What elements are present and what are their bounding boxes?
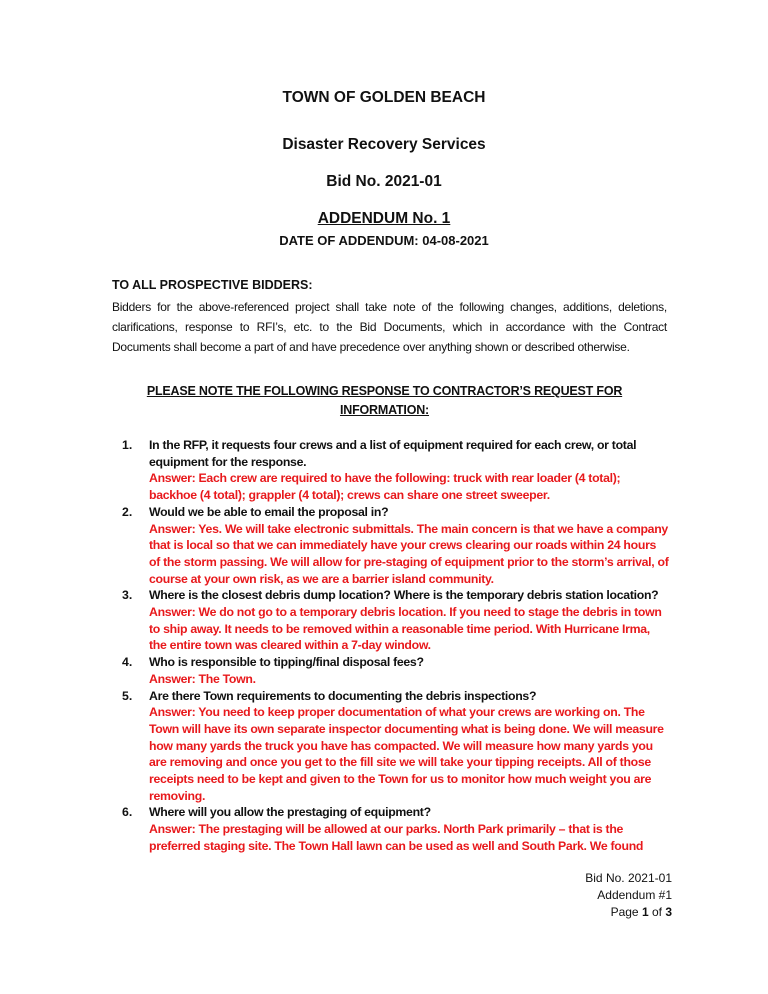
- item-number: 1.: [122, 438, 133, 452]
- page-label: Page: [610, 905, 642, 919]
- footer-addendum: Addendum #1: [597, 888, 672, 902]
- addendum-date: DATE OF ADDENDUM: 04-08-2021: [279, 233, 489, 248]
- answer: Answer: The prestaging will be allowed at our parks. North Park primarily – that is the preferred staging site. The Town Hall lawn can be used as well and South Park. We found: [149, 822, 644, 853]
- salutation: TO ALL PROSPECTIVE BIDDERS:: [112, 278, 313, 292]
- item-number: 3.: [122, 588, 133, 603]
- answer: Answer: The Town.: [149, 671, 256, 686]
- answer: Answer: You need to keep proper documentation of what your crews are working on. The Town will have its own separate inspector documenting what is being done. We will measure how many yards the truck you have has compacted. We will measure how many yards you are removing and once you get to the fill site we will take your tipping receipts. All of those receipts need to be kept and given to the Town for us to monitor how much weight you are removing.: [149, 705, 664, 803]
- town-name: TOWN OF GOLDEN BEACH: [282, 89, 486, 106]
- page-current: 1: [641, 905, 649, 919]
- bid-number: Bid No. 2021-01: [326, 173, 442, 190]
- qa-list: [0, 437, 768, 855]
- item-number: 6.: [122, 805, 133, 820]
- footer-page-number: [585, 904, 672, 921]
- qa-item: [0, 688, 768, 805]
- question: Are there Town requirements to documenting the debris inspections?: [149, 688, 537, 703]
- question: Where is the closest debris dump location? Where is the temporary debris station location?: [149, 588, 659, 603]
- item-number: 5.: [122, 688, 133, 703]
- question: Who is responsible to tipping/final disposal fees?: [149, 655, 424, 670]
- item-number: 2.: [122, 504, 133, 519]
- rfi-notice-heading: PLEASE NOTE THE FOLLOWING RESPONSE TO CONTRACTOR’S REQUEST FOR INFORMATION:: [146, 384, 623, 417]
- answer: Answer: We do not go to a temporary debris location. If you need to stage the debris in town to ship away. It needs to be removed within a reasonable time period. With Hurricane Irma, the entire town was cleared within a 7-day window.: [149, 605, 662, 653]
- answer: Answer: Yes. We will take electronic submittals. The main concern is that we have a company that is local so that we can immediately have your crews clearing our roads within 24 hours of the storm passing. We will allow for pre-staging of equipment prior to the storm’s arrival, of course at your own risk, as we are a barrier island community.: [149, 521, 669, 586]
- question: Would we be able to email the proposal in?: [149, 504, 389, 519]
- qa-item: [0, 654, 768, 687]
- page-footer: [585, 870, 672, 921]
- qa-item: [0, 437, 768, 504]
- addendum-heading: ADDENDUM No. 1: [317, 210, 451, 227]
- intro-paragraph: Bidders for the above-referenced project shall take note of the following changes, additions, deletions, clarifications, response to RFI’s, etc. to the Bid Documents, which in accordance with the Contract Documents shall become a part of and have precedence over anything shown or described otherwise.: [112, 300, 667, 354]
- question: In the RFP, it requests four crews and a list of equipment required for each crew, or total equipment for the response.: [149, 438, 637, 469]
- question: Where will you allow the prestaging of equipment?: [149, 805, 431, 820]
- item-number: 4.: [122, 655, 133, 670]
- document-title: Disaster Recovery Services: [282, 136, 486, 153]
- qa-item: [0, 504, 768, 588]
- qa-item: [0, 587, 768, 654]
- answer: Answer: Each crew are required to have the following: truck with rear loader (4 total); backhoe (4 total); grappler (4 total); crews can share one street sweeper.: [149, 471, 621, 503]
- page-total: 3: [665, 905, 672, 919]
- page-of-label: of: [648, 905, 666, 919]
- footer-bid-number: Bid No. 2021-01: [585, 871, 672, 885]
- qa-item: [0, 804, 768, 854]
